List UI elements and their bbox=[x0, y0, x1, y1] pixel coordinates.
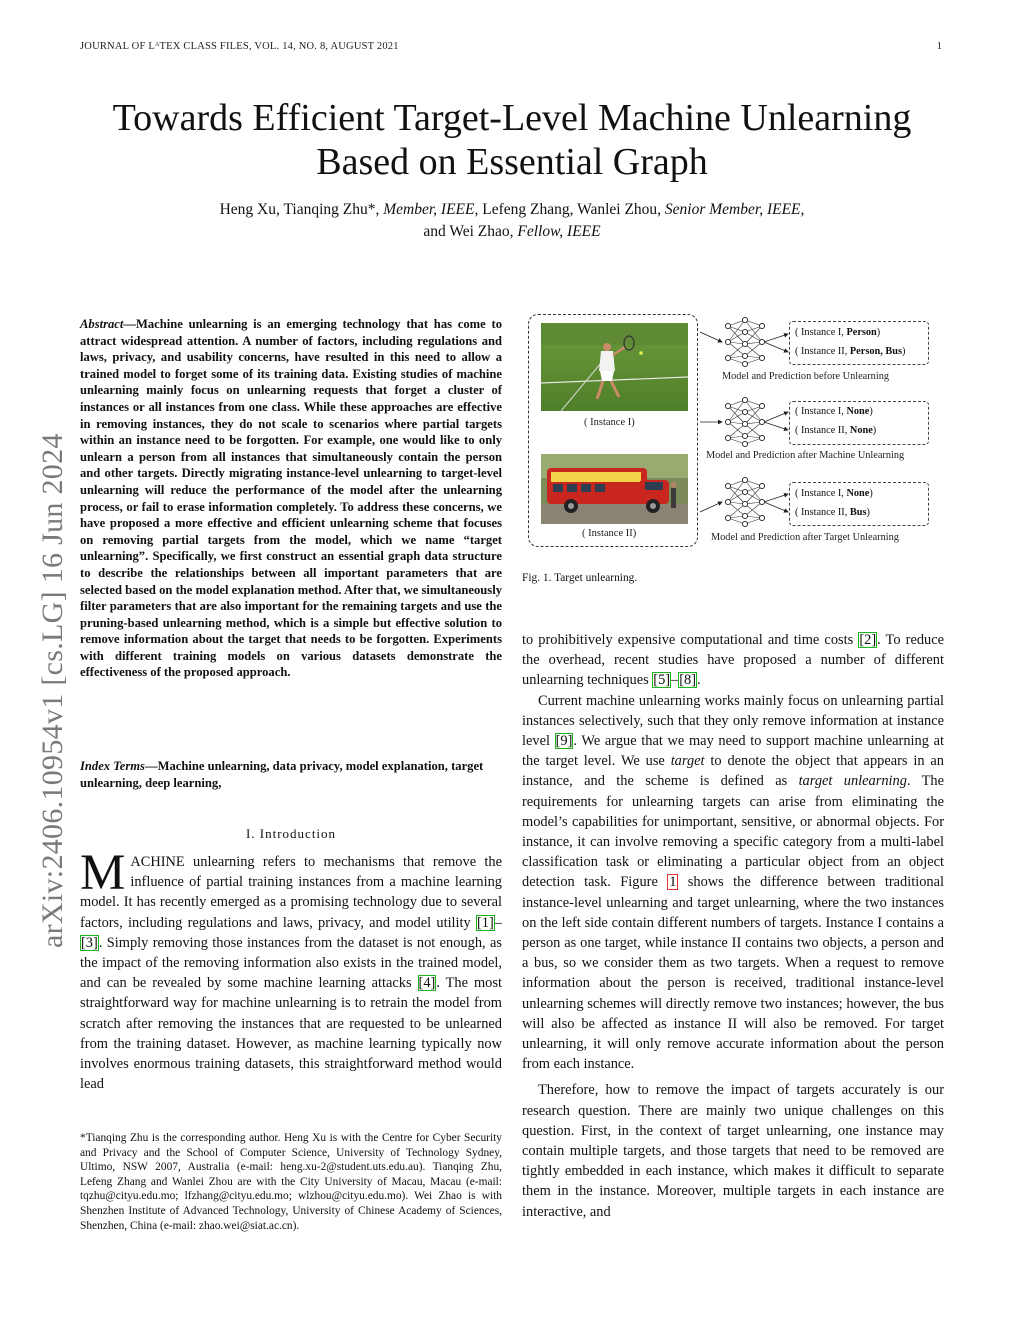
right-column-text bbox=[522, 630, 944, 1222]
text-run: to prohibitively expensive computational and time costs bbox=[522, 632, 859, 648]
neural-network-icon bbox=[724, 474, 766, 530]
author-role-3: Fellow, IEEE bbox=[517, 223, 601, 240]
index-terms-label: Index Terms bbox=[80, 759, 145, 773]
running-head: JOURNAL OF LᴬTEX CLASS FILES, VOL. 14, NO. 8, AUGUST 2021 bbox=[80, 41, 399, 52]
drop-cap: M bbox=[80, 845, 126, 901]
footnote: *Tianqing Zhu is the corresponding author. Heng Xu is with the Centre for Cyber Security and Privacy and the School of Computer Science, University of Technology Sydney, Ultimo, NSW 2007, Australia (e-mail: heng.xu-2@student.uts.edu.au). Tianqing Zhu, Lefeng Zhang and Wanlei Zhou are with the City University of Macau, Macau (e-mail: tqzhu@cityu.edu.mo; lfzhang@cityu.edu.mo; wlzhou@cityu.edu.mo). Wei Zhao is with Shenzhen Institute of Advanced Technology, University of Chinese Academy of Sciences, Shenzhen, China (e-mail: zhao.wei@siat.ac.cn). bbox=[80, 1132, 502, 1232]
citation-link[interactable]: [5] bbox=[653, 672, 671, 689]
instance-1-photo bbox=[541, 323, 688, 411]
caption-after-machine-unlearning: Model and Prediction after Machine Unlearning bbox=[706, 450, 905, 461]
intro-paragraph bbox=[80, 845, 502, 1094]
figure-caption: Fig. 1. Target unlearning. bbox=[522, 572, 638, 584]
instance-1-label: ( Instance I) bbox=[584, 417, 635, 428]
paragraph bbox=[522, 630, 944, 691]
caption-after-target-unlearning: Model and Prediction after Target Unlearning bbox=[711, 532, 899, 543]
index-terms-text: —Machine unlearning, data privacy, model explanation, target unlearning, deep learning, bbox=[80, 759, 484, 790]
footnote-rule bbox=[80, 1120, 140, 1122]
text-run: Current machine unlearning works mainly focus on unlearning partial instances selectively, such that they only remove information at instance level bbox=[522, 692, 944, 750]
paragraph bbox=[522, 691, 944, 1075]
abstract bbox=[80, 316, 502, 681]
citation-link[interactable]: [4] bbox=[418, 975, 436, 992]
authors-part-1: Heng Xu, Tianqing Zhu*, bbox=[219, 201, 384, 218]
text-run: . bbox=[697, 672, 701, 689]
citation-link[interactable]: [8] bbox=[679, 672, 697, 689]
prediction-target-instance-1: ( Instance I, None) bbox=[795, 488, 873, 499]
text-run: . We argue that we may need to support machine unlearning at the target level. We use bbox=[522, 733, 944, 770]
prediction-machine-instance-1: ( Instance I, None) bbox=[795, 406, 873, 417]
citation-link[interactable]: [9] bbox=[555, 733, 573, 750]
instance-2-label: ( Instance II) bbox=[582, 528, 637, 539]
citation-link[interactable]: [3] bbox=[81, 934, 98, 951]
author-list bbox=[80, 199, 944, 243]
prediction-before-instance-2: ( Instance II, Person, Bus) bbox=[795, 346, 906, 357]
prediction-before-instance-1: ( Instance I, Person) bbox=[795, 327, 881, 338]
paragraph: Therefore, how to remove the impact of targets accurately is our research question. There are mainly two unique challenges on this question. First, in the context of target unlearning, one instance may contain multiple targets, and those targets that need to be removed are tightly embedded in each instance, which makes it difficult to separate them in the instance. Moreover, multiple targets in each instance are interactive, and bbox=[522, 1082, 944, 1220]
abstract-text: —Machine unlearning is an emerging technology that has come to attract widespread attention. A number of factors, including regulations and laws, privacy, and usability concerns, have resulted in this need to allow a trained model to forget some of its training data. Existing studies of machine unlearning mainly focus on unlearning requests that forget a cluster of instances or all instances from one class. While these approaches are effective in removing instances, they do not scale to scenarios where partial targets within an instance need to be forgotten. For example, one would like to only unlearn a person from all instances that simultaneously contain the person and other targets. Directly migrating instance-level unlearning to target-level unlearning will reduce the performance of the model after the unlearning process, or fail to erase information completely. To address these concerns, we have proposed a more effective and efficient unlearning scheme that focuses on removing partial targets from the model, which we name “target unlearning”. Specifically, we first construct an essential graph data structure to describe the relationships between all important parameters that are selected based on the model explanation method. After that, we simultaneously filter parameters that are also important for the remaining targets and use the pruning-based unlearning method, which is a simple but effective solution to remove information about the target that needs to be forgotten. Experiments with different training models on various datasets demonstrate the effectiveness of the proposed approach. bbox=[80, 317, 502, 680]
arxiv-side-stamp: arXiv:2406.10954v1 [cs.LG] 16 Jun 2024 bbox=[36, 433, 69, 948]
emphasis: target unlearning bbox=[798, 773, 907, 790]
authors-part-2: Lefeng Zhang, Wanlei Zhou, bbox=[478, 201, 665, 218]
page-number: 1 bbox=[936, 41, 942, 52]
intro-text-c: . The most straightforward way for machine unlearning is to retrain the model from scratch after removing the instances that are requested to be unlearned from the training dataset. However, as machine learning typically now involves enormous training datasets, this straightforward method would lead bbox=[80, 975, 502, 1093]
text-run: . To reduce the overhead, recent studies have proposed a number of different unlearning techniques bbox=[522, 632, 944, 689]
authors-part-3: and Wei Zhao, bbox=[423, 223, 518, 240]
title-line-2: Based on Essential Graph bbox=[316, 141, 708, 183]
paper-title bbox=[60, 96, 964, 184]
figure-reference-link[interactable]: 1 bbox=[669, 874, 677, 891]
index-terms bbox=[80, 758, 502, 791]
intro-text-a: ACHINE unlearning refers to mechanisms that remove the influence of partial training instances from a machine learning model. It has recently emerged as a promising technology due to several factors, including regulations and laws, privacy, and model utility bbox=[80, 854, 502, 931]
prediction-target-instance-2: ( Instance II, Bus) bbox=[795, 507, 870, 518]
author-role-2: Senior Member, IEEE, bbox=[664, 201, 805, 218]
dash: – bbox=[494, 914, 502, 931]
citation-link[interactable]: [1] bbox=[477, 914, 494, 931]
neural-network-icon bbox=[724, 314, 766, 370]
text-run: shows the difference between traditional instance-level unlearning and target unlearning, where the two instances on the left side contain different numbers of targets. Instance I contains a person as one target, while instance II contains two objects, a person and a bus, so we consider them as two targets. When a request to remove information about the person is received, traditional instance-level unlearning schemes will directly remove two instances; however, the bus will also be affected as instance II will also be removed. For target unlearning, it will only remove accurate information about the person from each instance. bbox=[522, 874, 944, 1073]
emphasis: target bbox=[670, 753, 705, 770]
section-heading: I. Introduction bbox=[245, 826, 337, 841]
dash: – bbox=[671, 672, 679, 689]
neural-network-icon bbox=[724, 394, 766, 450]
text-run: to denote the object that appears in an instance, and the scheme is defined as bbox=[522, 753, 944, 790]
abstract-label: Abstract bbox=[80, 317, 124, 331]
title-line-1: Towards Efficient Target-Level Machine Unlearning bbox=[112, 97, 912, 139]
author-role-1: Member, IEEE, bbox=[383, 201, 479, 218]
prediction-machine-instance-2: ( Instance II, None) bbox=[795, 425, 877, 436]
caption-before-unlearning: Model and Prediction before Unlearning bbox=[722, 371, 889, 382]
intro-text-b: . Simply removing those instances from the dataset is not enough, as the impact of the removing information also exists in the trained model, and can be revealed by some machine learning attacks bbox=[80, 934, 502, 992]
citation-link[interactable]: [2] bbox=[859, 632, 877, 648]
text-run: . The requirements for unlearning targets can arise from eliminating the model’s capabilities for unimportant, sensitive, or abnormal objects. For instance, it can involve removing a specific category from a multi-label classification task or eliminating a particular object from an object detection task. Figure bbox=[522, 773, 945, 891]
instance-2-photo bbox=[541, 454, 688, 524]
